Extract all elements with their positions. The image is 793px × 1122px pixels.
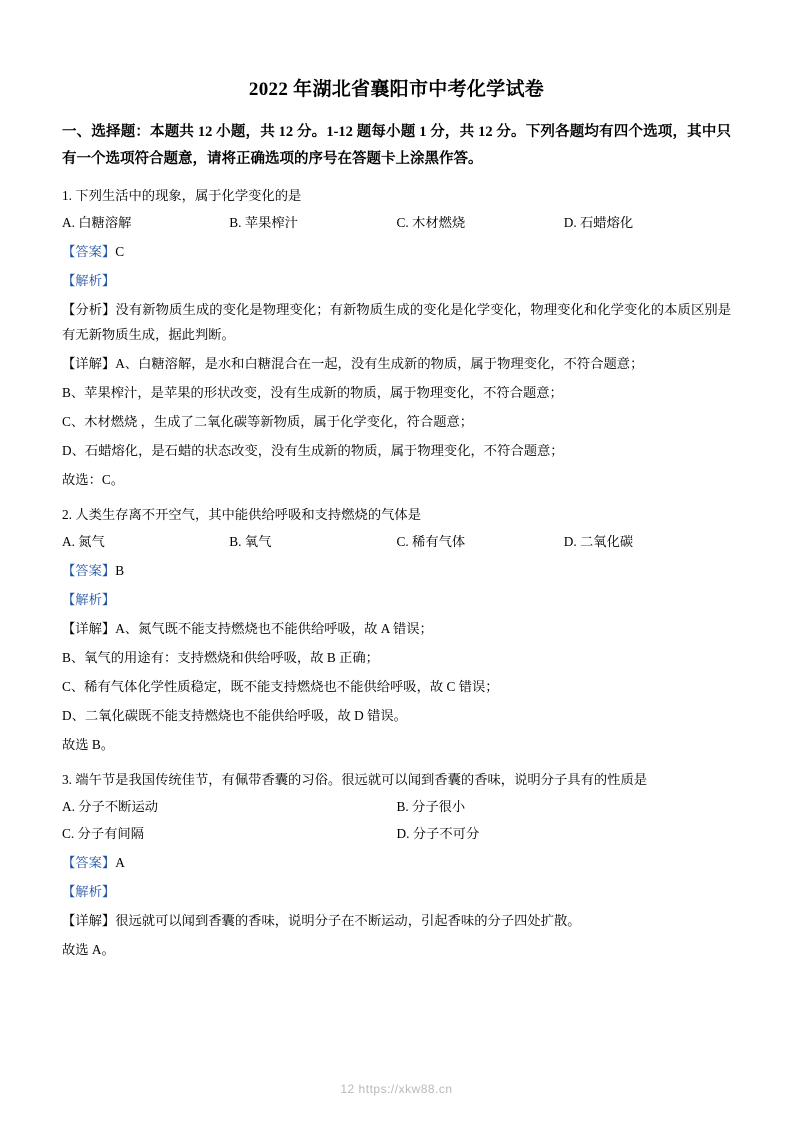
option-a[interactable]: A. 白糖溶解 (62, 215, 132, 230)
option-b[interactable]: B. 苹果榨汁 (229, 215, 298, 230)
detail-line (62, 703, 731, 728)
detail-line (62, 908, 731, 933)
option-list (62, 794, 731, 819)
question-stem: 3. 端午节是我国传统佳节，有佩带香囊的习俗。很远就可以闻到香囊的香味，说明分子具有的性质是 (62, 772, 648, 787)
option-d[interactable]: D. 石蜡熔化 (563, 215, 634, 230)
answer-value: B (115, 563, 125, 578)
detail-text: D、二氧化碳既不能支持燃烧也不能供给呼吸，故 D 错误。 (62, 708, 407, 723)
answer-line (62, 239, 731, 264)
answer-tag: 【答案】 (62, 855, 116, 870)
detail-text: A、氮气既不能支持燃烧也不能供给呼吸，故 A 错误； (115, 621, 433, 636)
option-a[interactable]: A. 氮气 (62, 534, 105, 549)
detail-line (62, 409, 731, 434)
detail-line (62, 645, 731, 670)
question-block (62, 767, 731, 962)
explain-tag: 【解析】 (62, 884, 116, 899)
page-footer: 12 https://xkw88.cn (340, 1082, 453, 1096)
option-c[interactable]: C. 稀有气体 (396, 534, 466, 549)
detail-text: D、石蜡熔化，是石蜡的状态改变，没有生成新的物质，属于物理变化，不符合题意； (62, 443, 564, 458)
detail-line (62, 351, 731, 376)
option-a[interactable]: A. 分子不断运动 (62, 799, 159, 814)
detail-text: B、氧气的用途有：支持燃烧和供给呼吸，故 B 正确； (62, 650, 379, 665)
detail-line (62, 616, 731, 641)
option-b[interactable]: B. 分子很小 (396, 799, 466, 814)
analysis-tag: 【分析】 (62, 302, 116, 317)
detail-text: 很远就可以闻到香囊的香味，说明分子在不断运动，引起香味的分子四处扩散。 (115, 913, 581, 928)
section-heading: 一、选择题：本题共 12 小题，共 12 分。1-12 题每小题 1 分，共 12 分。下列各题均有四个选项，其中只有一个选项符合题意，请将正确选项的序号在答题卡上涂黑作答。 (62, 124, 731, 167)
answer-tag: 【答案】 (62, 244, 116, 259)
explain-line (62, 879, 731, 904)
page-title: 2022 年湖北省襄阳市中考化学试卷 (248, 79, 545, 100)
answer-value: A (115, 855, 125, 870)
explain-tag: 【解析】 (62, 592, 116, 607)
option-b[interactable]: B. 氧气 (229, 534, 272, 549)
option-d[interactable]: D. 分子不可分 (396, 826, 480, 841)
explain-line (62, 587, 731, 612)
analysis-line (62, 297, 731, 347)
detail-tag: 【详解】 (62, 913, 116, 928)
answer-line (62, 850, 731, 875)
option-list (62, 210, 731, 235)
question-block (62, 183, 731, 492)
explain-line (62, 268, 731, 293)
option-c[interactable]: C. 分子有间隔 (62, 826, 145, 841)
detail-text: A、白糖溶解，是水和白糖混合在一起，没有生成新的物质，属于物理变化，不符合题意； (115, 356, 644, 371)
answer-value: C (115, 244, 125, 259)
conclusion-line: 故选：C。 (62, 472, 125, 487)
conclusion-line: 故选 A。 (62, 942, 115, 957)
option-c[interactable]: C. 木材燃烧 (396, 215, 466, 230)
conclusion-line: 故选 B。 (62, 737, 115, 752)
option-d[interactable]: D. 二氧化碳 (563, 534, 634, 549)
answer-tag: 【答案】 (62, 563, 116, 578)
detail-line (62, 438, 731, 463)
explain-tag: 【解析】 (62, 273, 116, 288)
detail-line (62, 674, 731, 699)
detail-tag: 【详解】 (62, 356, 116, 371)
detail-text: C、稀有气体化学性质稳定，既不能支持燃烧也不能供给呼吸，故 C 错误； (62, 679, 499, 694)
detail-text: C、木材燃烧 ，生成了二氧化碳等新物质，属于化学变化，符合题意； (62, 414, 474, 429)
option-list (62, 529, 731, 554)
question-stem: 1. 下列生活中的现象，属于化学变化的是 (62, 188, 302, 203)
analysis-text: 没有新物质生成的变化是物理变化；有新物质生成的变化是化学变化，物理变化和化学变化的本质区别是有无新物质生成，据此判断。 (62, 302, 732, 342)
question-stem: 2. 人类生存离不开空气，其中能供给呼吸和支持燃烧的气体是 (62, 507, 422, 522)
detail-text: B、苹果榨汁，是苹果的形状改变，没有生成新的物质，属于物理变化，不符合题意； (62, 385, 563, 400)
answer-line (62, 558, 731, 583)
detail-tag: 【详解】 (62, 621, 116, 636)
detail-line (62, 380, 731, 405)
question-block (62, 502, 731, 757)
option-list (62, 821, 731, 846)
